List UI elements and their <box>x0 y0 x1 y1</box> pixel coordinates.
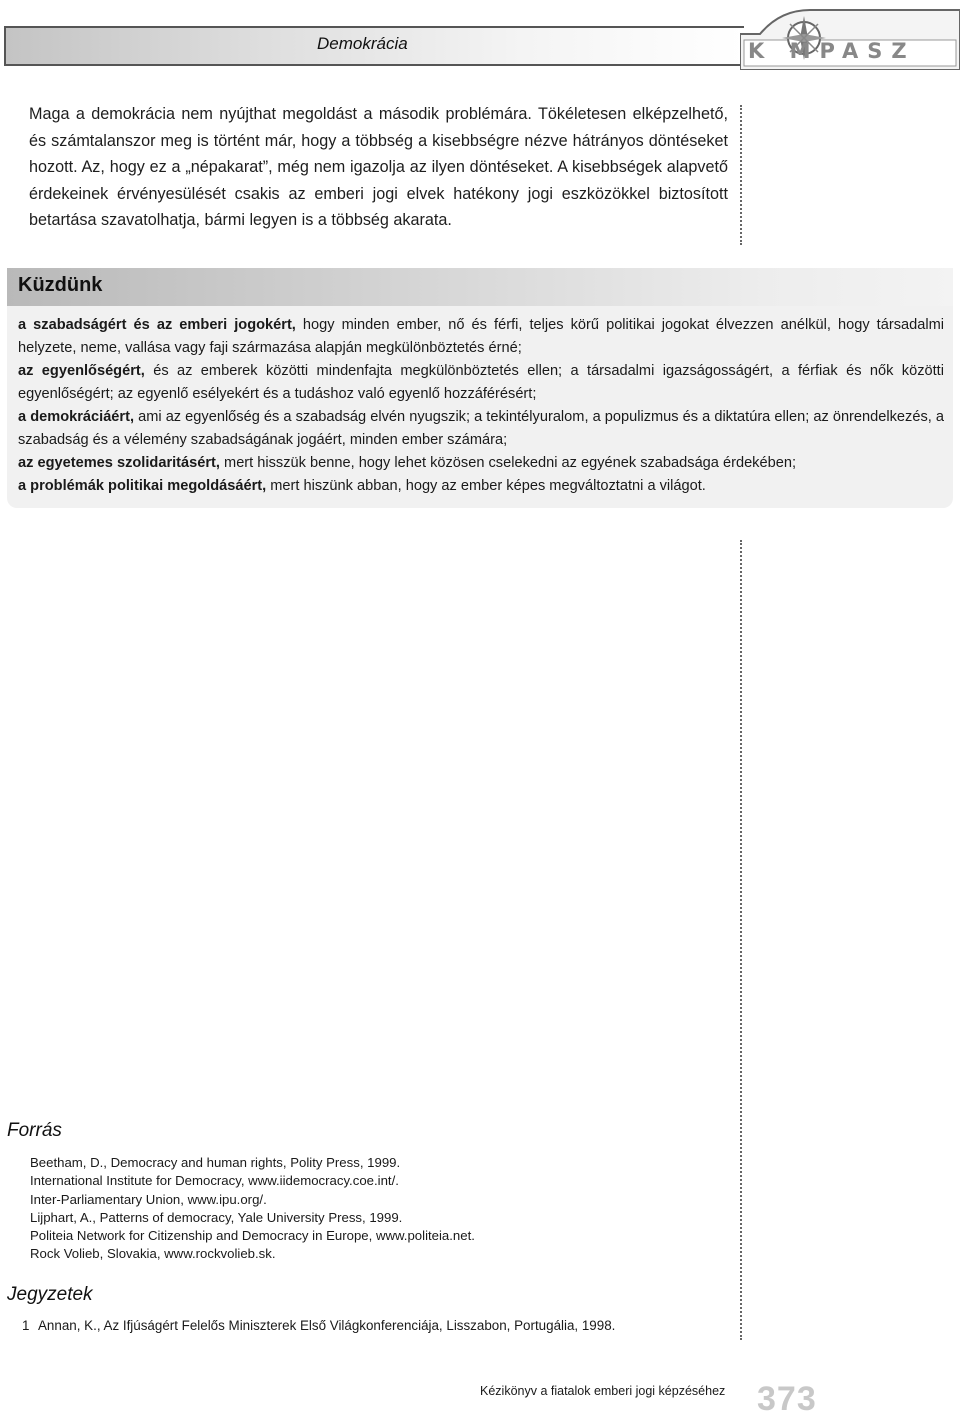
intro-text: Maga a demokrácia nem nyújthat megoldást a második problémára. Tökéletesen elképzelhető, és számtalanszor meg is történt már, hogy a többség a kisebbségre nézve hátrányos döntéseket hozott. Az, hogy ez a „népakarat”, még nem igazolja az ilyen döntéseket. A kisebbségek alapvető érdekeinek érvényesülését csakis az emberi jogi elvek hatékony jogi eszközökkel biztosított betartása szavatolhatja, bármi legyen is a többség akarata. <box>29 105 728 229</box>
fight-item <box>18 360 944 406</box>
source-item: Lijphart, A., Patterns of democracy, Yale University Press, 1999. <box>30 1209 403 1225</box>
sources-list <box>30 1154 730 1264</box>
intro-paragraph <box>7 101 728 234</box>
fight-item-text: és az emberek közötti mindenfajta megkülönböztetés ellen; a társadalmi igazságosságért, a férfiak és nők közötti egyenlőségért; az egyenlő esélyekért és a tudáshoz való egyenlő hozzáférésért; <box>18 363 944 402</box>
fight-item-bold: a problémák politikai megoldásáért, <box>18 478 267 494</box>
fight-item-bold: az egyetemes szolidaritásért, <box>18 455 220 471</box>
fight-title: Küzdünk <box>18 274 103 296</box>
footer-text: Kézikönyv a fiatalok emberi jogi képzéséhez <box>480 1384 726 1398</box>
fight-item <box>18 475 944 498</box>
notes-title: Jegyzetek <box>7 1284 93 1305</box>
source-item: Beetham, D., Democracy and human rights, Polity Press, 1999. <box>30 1155 401 1170</box>
logo-text: K MPASZ <box>748 39 916 63</box>
fight-item <box>18 406 944 452</box>
fight-item-text: ami az egyenlőség és a szabadság elvén nyugszik; a tekintélyuralom, a populizmus és a diktatúra ellen; az önrendelkezés, a szabadság és a vélemény szabadságának jogáért, minden ember számára; <box>18 409 944 448</box>
fight-panel-header <box>7 268 953 306</box>
page-title: Demokrácia <box>317 34 408 53</box>
source-item: International Institute for Democracy, www.iidemocracy.coe.int/. <box>30 1173 399 1189</box>
source-item: Rock Volieb, Slovakia, www.rockvolieb.sk. <box>30 1246 276 1262</box>
page-number: 373 <box>757 1380 817 1418</box>
fight-item <box>18 452 944 475</box>
sources-title: Forrás <box>7 1120 62 1141</box>
note-text: Annan, K., Az Ifjúságért Felelős Miniszterek Első Világkonferenciája, Lisszabon, Portugália, 1998. <box>38 1318 616 1333</box>
dotted-separator-top <box>740 105 742 245</box>
fight-item-bold: az egyenlőségért, <box>18 363 145 379</box>
fight-item-text: mert hiszünk abban, hogy az ember képes megváltoztatni a világot. <box>266 478 706 494</box>
source-item: Inter-Parliamentary Union, www.ipu.org/. <box>30 1191 267 1207</box>
fight-item <box>18 314 944 360</box>
fight-item-text: hogy minden ember, nő és férfi, teljes körű politikai jogokat élvezzen anélkül, hogy társadalmi helyzete, neme, vallása vagy faji származása alapján megkülönböztetés érné; <box>18 317 945 356</box>
note-item <box>22 1318 732 1333</box>
fight-item-bold: a demokráciáért, <box>18 409 135 425</box>
note-number: 1 <box>22 1318 30 1333</box>
source-item: Politeia Network for Citizenship and Democracy in Europe, www.politeia.net. <box>30 1228 475 1244</box>
fight-list <box>18 314 944 498</box>
fight-item-bold: a szabadságért és az emberi jogokért, <box>18 317 296 333</box>
fight-item-text: mert hisszük benne, hogy lehet közösen cselekedni az egyének szabadsága érdekében; <box>219 455 796 471</box>
dotted-separator-bottom <box>740 540 742 1340</box>
